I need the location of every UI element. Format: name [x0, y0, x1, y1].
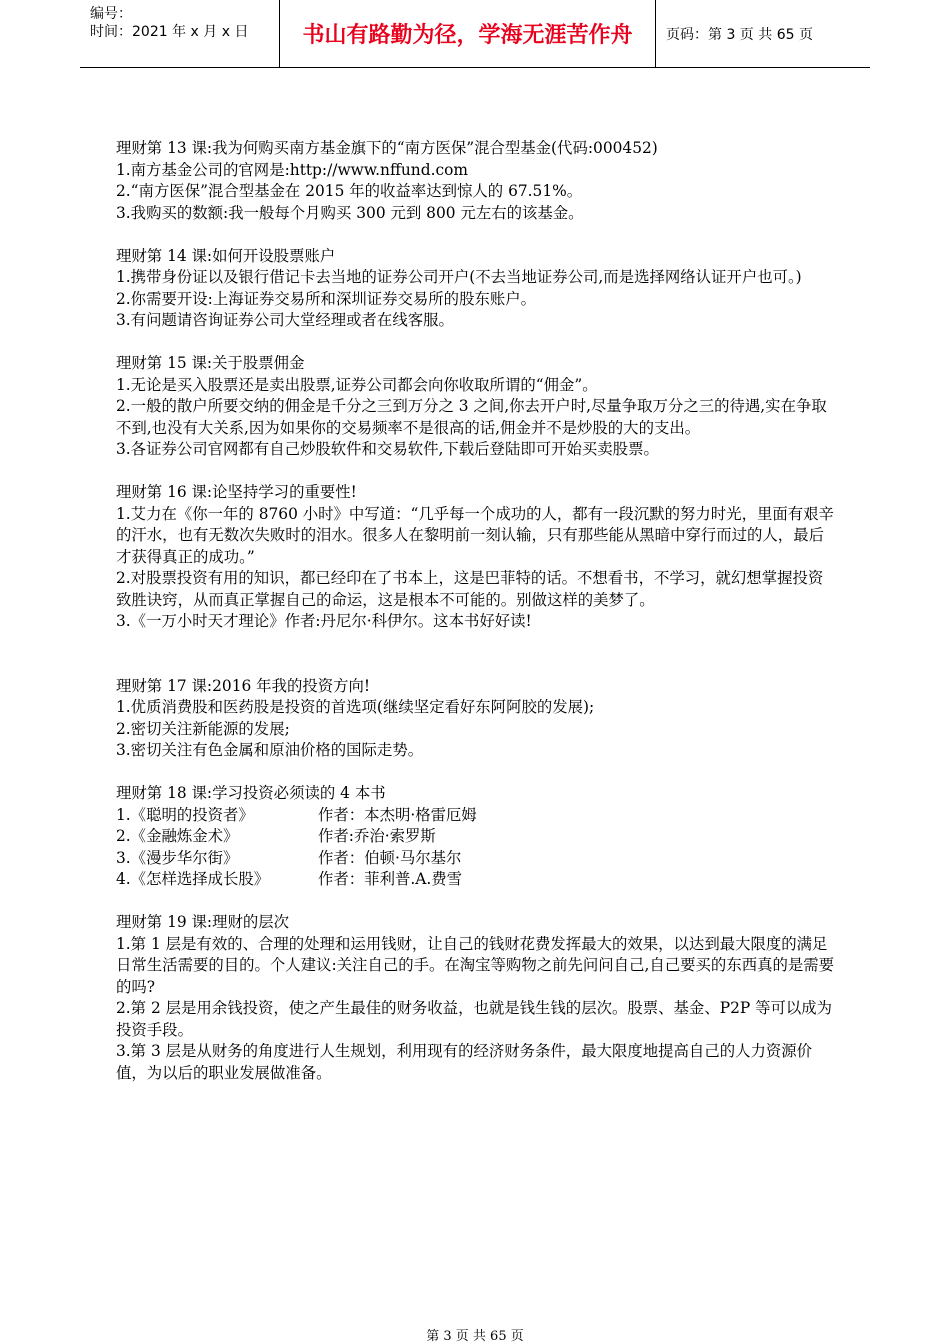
lesson-title: 理财第 17 课:2016 年我的投资方向! — [116, 676, 371, 695]
lesson-line: 1.第 1 层是有效的、合理的处理和运用钱财，让自己的钱财花费发挥最大的效果，以达到最大限度的满足日常生活需要的目的。个人建议:关注自己的手。在淘宝等购物之前先问问自己,自己要买的东西真的是需要的吗? — [116, 934, 835, 996]
book-item — [116, 848, 836, 870]
lesson-15 — [116, 353, 836, 461]
lesson-line: 1.艾力在《你一年的 8760 小时》中写道：“几乎每一个成功的人，都有一段沉默的努力时光，里面有艰辛的汗水，也有无数次失败时的泪水。很多人在黎明前一刻认输，只有那些能从黑暗中穿行而过的人，最后才获得真正的成功。” — [116, 504, 834, 566]
number-label: 编号： — [90, 6, 132, 22]
lesson-line: 2.你需要开设:上海证券交易所和深圳证券交易所的股东账户。 — [116, 289, 537, 308]
document-body — [116, 138, 836, 1106]
header-page-info: 页码：第 3 页 共 65 页 — [666, 26, 813, 43]
lesson-title: 理财第 14 课:如何开设股票账户 — [116, 246, 336, 265]
lesson-title: 理财第 13 课:我为何购买南方基金旗下的“南方医保”混合型基金(代码:000452) — [116, 139, 658, 157]
book-author: 作者：菲利普.A.费雪 — [318, 870, 463, 888]
lesson-line: 2.对股票投资有用的知识，都已经印在了书本上，这是巴菲特的话。不想看书，不学习，就幻想掌握投资致胜诀窍，从而真正掌握自己的命运，这是根本不可能的。别做这样的美梦了。 — [116, 569, 824, 609]
book-title: 2.《金融炼金术》 — [116, 827, 239, 845]
lesson-line: 2.密切关注新能源的发展; — [116, 719, 290, 738]
book-item — [116, 805, 836, 827]
book-title: 4.《怎样选择成长股》 — [116, 870, 270, 888]
time-label: 时间：2021 年 x 月 x 日 — [90, 24, 249, 40]
book-title: 1.《聪明的投资者》 — [116, 805, 254, 824]
lesson-line: 3.第 3 层是从财务的角度进行人生规划，利用现有的经济财务条件，最大限度地提高自己的人力资源价值，为以后的职业发展做准备。 — [116, 1042, 813, 1082]
lesson-line: 3.《一万小时天才理论》作者:丹尼尔·科伊尔。这本书好好读! — [116, 612, 532, 630]
book-title: 3.《漫步华尔街》 — [116, 848, 239, 867]
lesson-title: 理财第 19 课:理财的层次 — [116, 913, 290, 931]
book-author: 作者：本杰明·格雷厄姆 — [318, 805, 477, 824]
page-footer: 第 3 页 共 65 页 — [426, 1329, 524, 1344]
lesson-line: 1.优质消费股和医药股是投资的首选项(继续坚定看好东阿阿胶的发展); — [116, 698, 595, 716]
page-header — [80, 0, 870, 68]
lesson-line: 2.一般的散户所要交纳的佣金是千分之三到万分之 3 之间,你去开户时,尽量争取万分之三的待遇,实在争取不到,也没有大关系,因为如果你的交易频率不是很高的话,佣金并不是炒股的大的支出。 — [116, 397, 827, 437]
lesson-17 — [116, 676, 836, 762]
lesson-line: 1.携带身份证以及银行借记卡去当地的证券公司开户(不去当地证券公司,而是选择网络认证开户也可。) — [116, 268, 802, 286]
book-item — [116, 869, 836, 891]
lesson-18 — [116, 783, 836, 891]
lesson-16 — [116, 482, 836, 633]
book-author: 作者:乔治·索罗斯 — [318, 827, 436, 845]
lesson-line: 3.各证券公司官网都有自己炒股软件和交易软件,下载后登陆即可开始买卖股票。 — [116, 440, 659, 458]
lesson-line: 1.无论是买入股票还是卖出股票,证券公司都会向你收取所谓的“佣金”。 — [116, 375, 598, 394]
header-motto: 书山有路勤为径，学海无涯苦作舟 — [280, 0, 656, 67]
book-author: 作者：伯顿·马尔基尔 — [318, 848, 462, 867]
lesson-title: 理财第 15 课:关于股票佣金 — [116, 354, 305, 372]
lesson-title: 理财第 18 课:学习投资必须读的 4 本书 — [116, 784, 386, 802]
lesson-line: 2.“南方医保”混合型基金在 2015 年的收益率达到惊人的 67.51%。 — [116, 182, 583, 200]
lesson-19 — [116, 912, 836, 1084]
lesson-line: 1.南方基金公司的官网是:http://www.nffund.com — [116, 160, 468, 179]
lesson-line: 3.有问题请咨询证券公司大堂经理或者在线客服。 — [116, 311, 454, 329]
book-item — [116, 826, 836, 848]
lesson-line: 2.第 2 层是用余钱投资，使之产生最佳的财务收益，也就是钱生钱的层次。股票、基金、P2P 等可以成为投资手段。 — [116, 999, 833, 1039]
lesson-title: 理财第 16 课:论坚持学习的重要性! — [116, 483, 357, 501]
lesson-line: 3.密切关注有色金属和原油价格的国际走势。 — [116, 741, 424, 759]
lesson-line: 3.我购买的数额:我一般每个月购买 300 元到 800 元左右的该基金。 — [116, 203, 584, 222]
book-list — [116, 805, 836, 891]
lesson-13 — [116, 138, 836, 224]
header-meta — [80, 0, 280, 67]
lesson-14 — [116, 246, 836, 332]
